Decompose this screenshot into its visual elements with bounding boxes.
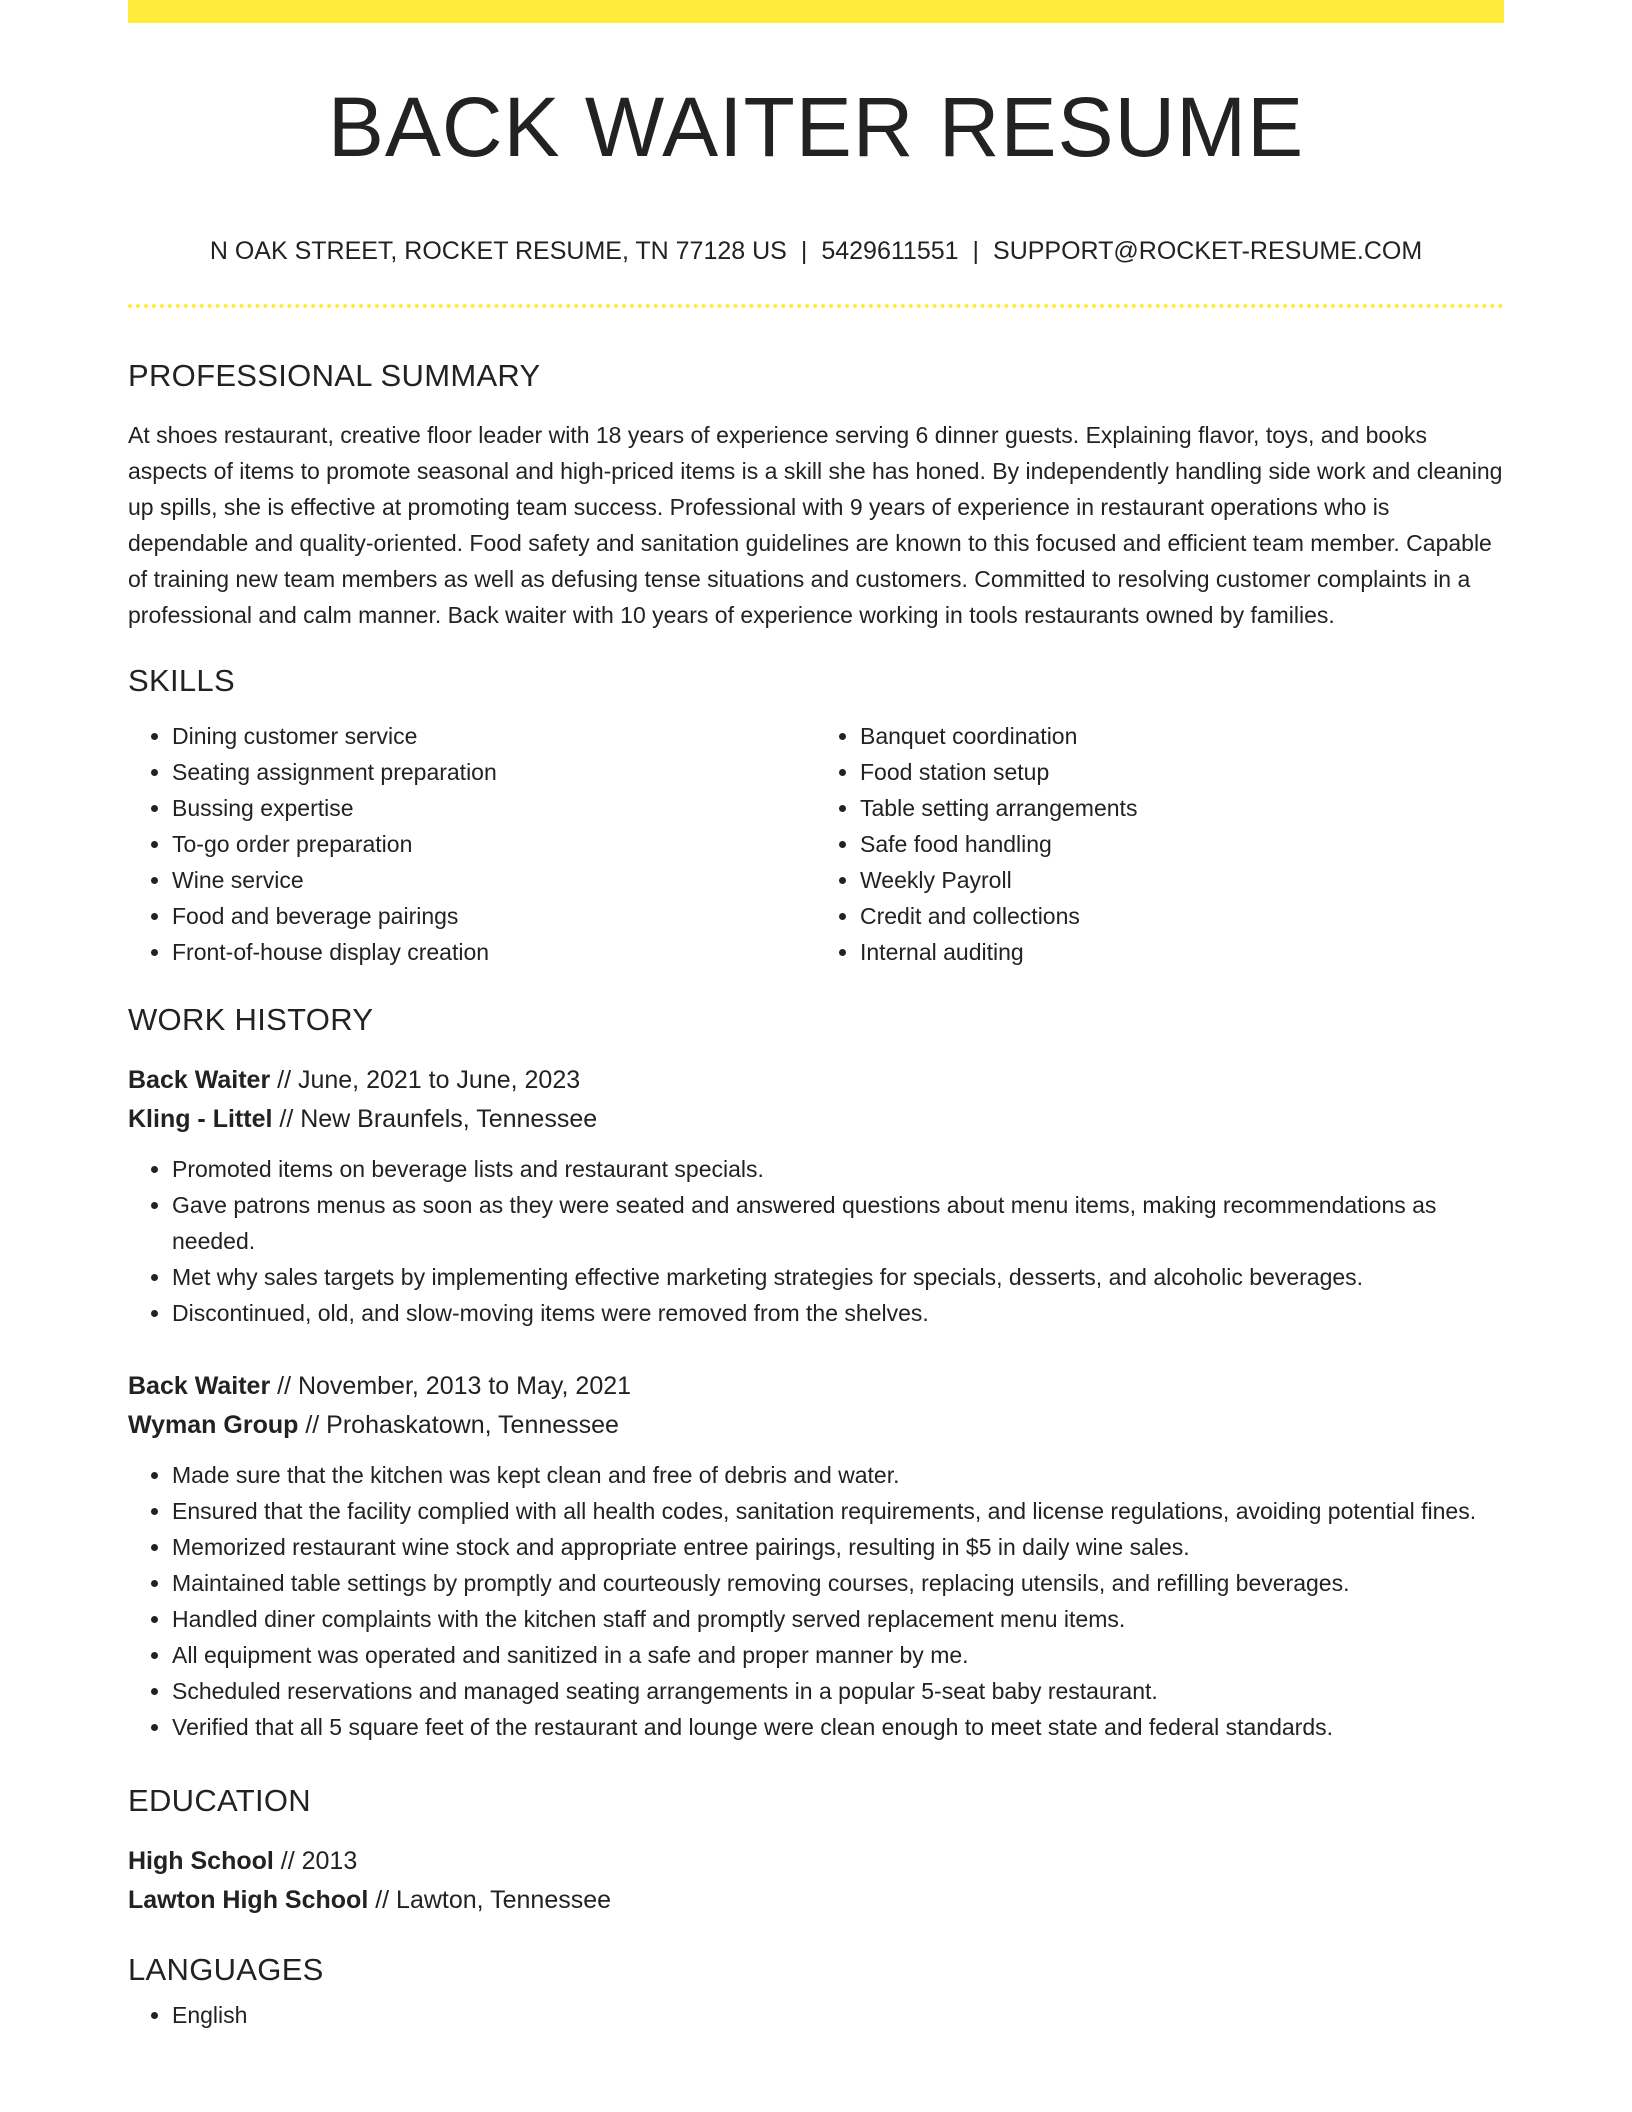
job-company: Wyman Group [128, 1411, 299, 1439]
education-year: // 2013 [273, 1847, 358, 1875]
job-company-line [128, 1406, 1504, 1445]
skill-item: • Banquet coordination [860, 718, 1504, 754]
skill-item: • Weekly Payroll [860, 862, 1504, 898]
skill-item: • Credit and collections [860, 898, 1504, 934]
skill-item: • Wine service [172, 862, 816, 898]
education-degree: High School [128, 1847, 274, 1875]
resume-page [128, 0, 1504, 2033]
job-bullets [128, 1151, 1504, 1331]
languages-list [128, 1997, 1504, 2033]
top-accent-bar [128, 0, 1504, 23]
job-location: // New Braunfels, Tennessee [272, 1105, 598, 1133]
education-degree-line [128, 1842, 1504, 1881]
skills-columns [128, 718, 1504, 970]
skill-item: • Dining customer service [172, 718, 816, 754]
job-bullet: • All equipment was operated and sanitized in a safe and proper manner by me. [172, 1637, 1504, 1673]
skills-heading: SKILLS [128, 663, 235, 698]
contact-phone: 5429611551 [821, 237, 959, 265]
contact-line [128, 239, 1504, 264]
job-bullet: • Gave patrons menus as soon as they were seated and answered questions about menu items, making recommendations as needed. [172, 1187, 1504, 1259]
job-company: Kling - Littel [128, 1105, 273, 1133]
job-bullet: • Made sure that the kitchen was kept clean and free of debris and water. [172, 1457, 1504, 1493]
job-entry [128, 1061, 1504, 1331]
contact-address: N OAK STREET, ROCKET RESUME, TN 77128 US [209, 237, 787, 265]
contact-separator: | [972, 237, 980, 265]
job-bullet: • Discontinued, old, and slow-moving items were removed from the shelves. [172, 1295, 1504, 1331]
job-bullet: • Scheduled reservations and managed seating arrangements in a popular 5-seat baby restaurant. [172, 1673, 1504, 1709]
job-bullet: • Met why sales targets by implementing effective marketing strategies for specials, desserts, and alcoholic beverages. [172, 1259, 1504, 1295]
skill-item: • Food station setup [860, 754, 1504, 790]
languages-heading: LANGUAGES [128, 1952, 324, 1987]
job-bullet: • Maintained table settings by promptly and courteously removing courses, replacing utensils, and refilling beverages. [172, 1565, 1504, 1601]
skill-item: • Safe food handling [860, 826, 1504, 862]
job-title-line [128, 1061, 1504, 1100]
education-heading: EDUCATION [128, 1783, 311, 1818]
skill-item: • Bussing expertise [172, 790, 816, 826]
education-entry [128, 1842, 1504, 1920]
language-item: • English [172, 1997, 1504, 2033]
skill-item: • To-go order preparation [172, 826, 816, 862]
job-bullets [128, 1457, 1504, 1745]
job-entry [128, 1367, 1504, 1745]
job-company-line [128, 1100, 1504, 1139]
job-title-line [128, 1367, 1504, 1406]
job-dates: // June, 2021 to June, 2023 [270, 1066, 581, 1094]
job-title: Back Waiter [128, 1372, 271, 1400]
job-bullet: • Ensured that the facility complied with all health codes, sanitation requirements, and license regulations, avoiding potential fines. [172, 1493, 1504, 1529]
skill-item: • Seating assignment preparation [172, 754, 816, 790]
job-bullet: • Promoted items on beverage lists and restaurant specials. [172, 1151, 1504, 1187]
skills-list-right [816, 718, 1504, 970]
skill-item: • Food and beverage pairings [172, 898, 816, 934]
summary-text: At shoes restaurant, creative floor leader with 18 years of experience serving 6 dinner guests. Explaining flavor, toys, and books aspects of items to promote seasonal and high-priced items is a skill she has honed. By independently handling side work and cleaning up spills, she is effective at promoting team success. Professional with 9 years of experience in restaurant operations who is dependable and quality-oriented. Food safety and sanitation guidelines are known to this focused and efficient team member. Capable of training new team members as well as defusing tense situations and customers. Committed to resolving customer complaints in a professional and calm manner. Back waiter with 10 years of experience working in tools restaurants owned by families. [128, 422, 1503, 628]
resume-title: BACK WAITER RESUME [327, 80, 1305, 174]
header-divider [128, 304, 1504, 308]
job-dates: // November, 2013 to May, 2021 [270, 1372, 632, 1400]
education-location: // Lawton, Tennessee [368, 1886, 612, 1914]
contact-separator: | [800, 237, 808, 265]
skills-list-left [128, 718, 816, 970]
work-history-heading: WORK HISTORY [128, 1002, 374, 1037]
job-title: Back Waiter [128, 1066, 271, 1094]
job-bullet: • Handled diner complaints with the kitchen staff and promptly served replacement menu items. [172, 1601, 1504, 1637]
job-bullet: • Memorized restaurant wine stock and appropriate entree pairings, resulting in $5 in daily wine sales. [172, 1529, 1504, 1565]
skill-item: • Internal auditing [860, 934, 1504, 970]
job-bullet: • Verified that all 5 square feet of the restaurant and lounge were clean enough to meet state and federal standards. [172, 1709, 1504, 1745]
education-school: Lawton High School [128, 1886, 369, 1914]
skill-item: • Front-of-house display creation [172, 934, 816, 970]
summary-heading: PROFESSIONAL SUMMARY [128, 358, 541, 393]
skill-item: • Table setting arrangements [860, 790, 1504, 826]
education-school-line [128, 1881, 1504, 1920]
job-location: // Prohaskatown, Tennessee [298, 1411, 619, 1439]
contact-email: SUPPORT@ROCKET-RESUME.COM [993, 237, 1423, 265]
